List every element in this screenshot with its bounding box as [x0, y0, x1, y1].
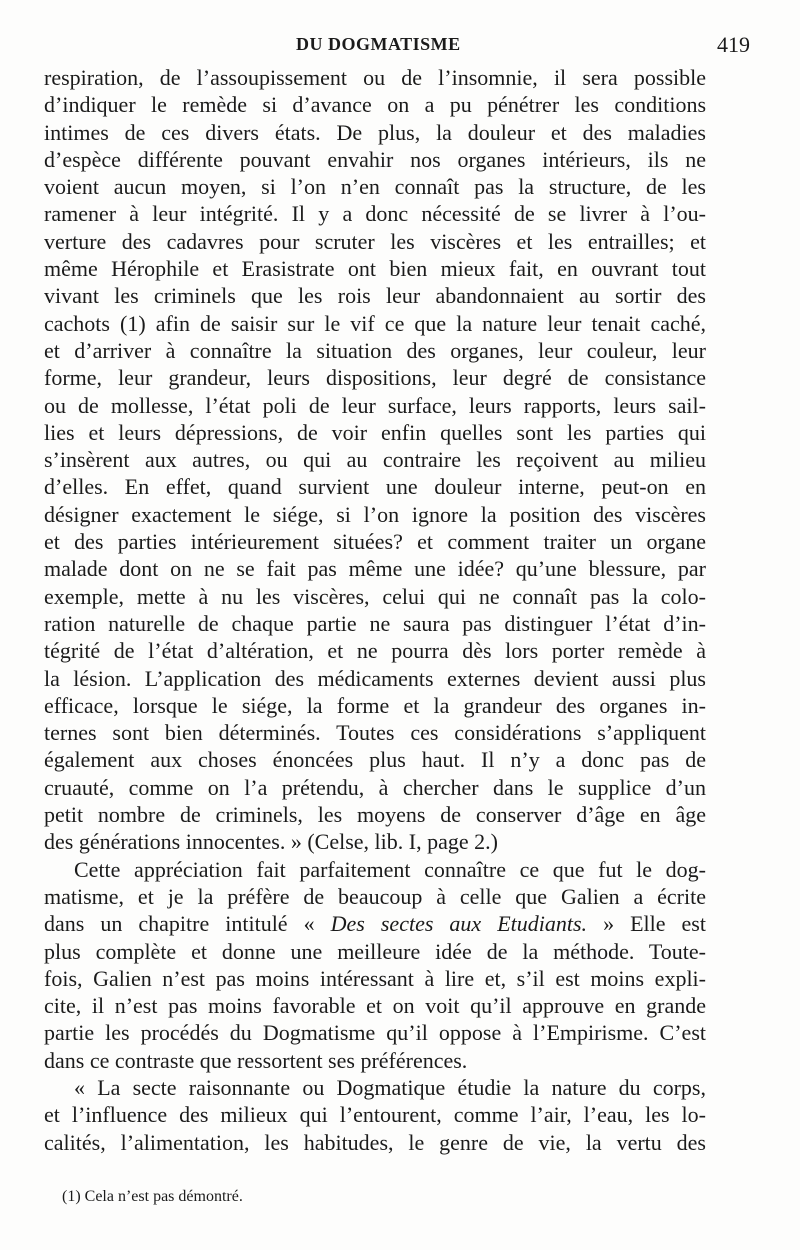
paragraph-start-line: « La secte raisonnante ou Dogmatique étudie la nature du corps,	[74, 1074, 706, 1100]
text-line: respiration, de l’assoupissement ou de l’insomnie, il sera possible	[44, 65, 706, 90]
text-line: s’insèrent aux autres, ou qui au contraire les reçoivent au milieu	[44, 447, 706, 473]
paragraph-end-line: dans ce contraste que ressortent ses préférences.	[44, 1047, 468, 1073]
text-line: partie les procédés du Dogmatisme qu’il oppose à l’Empirisme. C’est	[44, 1020, 706, 1046]
text-line: malade dont on ne se fait pas même une idée? qu’une blessure, par	[44, 556, 706, 582]
text-line: désigner exactement le siége, si l’on ignore la position des viscères	[44, 501, 706, 527]
text-line: ternes sont bien déterminés. Toutes ces considérations s’appliquent	[44, 720, 706, 746]
text-line: fois, Galien n’est pas moins intéressant à lire et, s’il est moins expli-	[44, 965, 706, 991]
text-segment: » Elle est	[587, 911, 706, 937]
text-line: également aux choses énoncées plus haut. Il n’y a donc pas de	[44, 747, 706, 773]
text-line-with-title	[44, 910, 706, 937]
text-line: d’indiquer le remède si d’avance on a pu pénétrer les conditions	[44, 92, 706, 118]
paragraph-start-line: Cette appréciation fait parfaitement connaître ce que fut le dog-	[74, 856, 706, 882]
text-line: plus complète et donne une meilleure idée de la méthode. Toute-	[44, 938, 706, 964]
text-line: tégrité de l’état d’altération, et ne pourra dès lors porter remède à	[44, 638, 706, 664]
text-line: d’elles. En effet, quand survient une douleur interne, peut-on en	[44, 474, 706, 500]
paragraph-end-line: des générations innocentes. » (Celse, lib. I, page 2.)	[44, 829, 498, 855]
text-line: exemple, mette à nu les viscères, celui qui ne connaît pas la colo-	[44, 583, 706, 609]
text-line: ramener à leur intégrité. Il y a donc nécessité de se livrer à l’ou-	[44, 201, 706, 227]
text-line: matisme, et je la préfère de beaucoup à celle que Galien a écrite	[44, 883, 706, 909]
text-line: et des parties intérieurement situées? et comment traiter un organe	[44, 529, 706, 555]
text-line: efficace, lorsque le siége, la forme et la grandeur des organes in-	[44, 692, 706, 718]
page-number: 419	[717, 32, 750, 57]
body-text	[44, 64, 706, 1156]
text-line: verture des cadavres pour scruter les viscères et les entrailles; et	[44, 228, 706, 254]
text-line: cite, il n’est pas moins favorable et on voit qu’il approuve en grande	[44, 993, 706, 1019]
text-line: petit nombre de criminels, les moyens de conserver d’âge en âge	[44, 802, 706, 828]
text-line: et d’arriver à connaître la situation des organes, leur couleur, leur	[44, 337, 706, 363]
text-line: intimes de ces divers états. De plus, la douleur et des maladies	[44, 119, 706, 145]
footnote: (1) Cela n’est pas démontré.	[62, 1188, 243, 1205]
text-line: vivant les criminels que les rois leur abandonnaient au sortir des	[44, 283, 706, 309]
text-line: la lésion. L’application des médicaments externes devient aussi plus	[44, 665, 706, 691]
text-line: ou de mollesse, l’état poli de leur surface, leurs rapports, leurs sail-	[44, 392, 706, 418]
text-line: d’espèce différente pouvant envahir nos organes intérieurs, ils ne	[44, 146, 706, 172]
text-line: calités, l’alimentation, les habitudes, le genre de vie, la vertu des	[44, 1129, 706, 1155]
text-line: même Hérophile et Erasistrate ont bien mieux fait, en ouvrant tout	[44, 256, 706, 282]
running-title: DU DOGMATISME	[296, 34, 461, 54]
text-line: voient aucun moyen, si l’on n’en connaît pas la structure, de les	[44, 174, 706, 200]
text-line: lies et leurs dépressions, de voir enfin quelles sont les parties qui	[44, 419, 706, 445]
text-line: et l’influence des milieux qui l’entourent, comme l’air, l’eau, les lo-	[44, 1102, 706, 1128]
text-line: cachots (1) afin de saisir sur le vif ce que la nature leur tenait caché,	[44, 310, 706, 336]
text-line: cruauté, comme on l’a prétendu, à chercher dans le supplice d’un	[44, 774, 706, 800]
text-segment: dans un chapitre intitulé «	[44, 911, 331, 937]
text-line: forme, leur grandeur, leurs dispositions, leur degré de consistance	[44, 365, 706, 391]
cited-title: Des sectes aux Etudiants.	[330, 911, 588, 937]
page-header	[44, 30, 750, 60]
text-line: ration naturelle de chaque partie ne saura pas distinguer l’état d’in-	[44, 610, 706, 636]
